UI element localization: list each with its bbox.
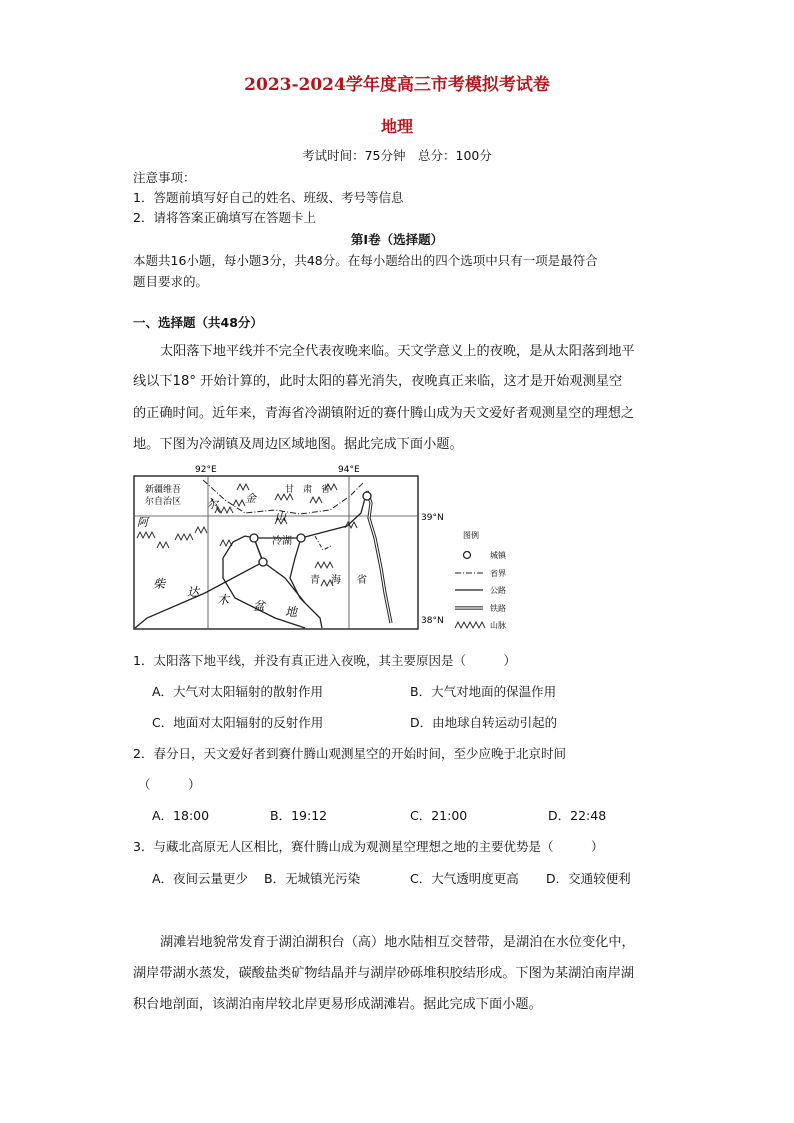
option: C．地面对太阳辐射的反射作用 bbox=[152, 715, 324, 730]
passage-line: 线以下18° 开始计算的，此时太阳的暮光消失，夜晚真正来临，这才是开始观测星空 bbox=[133, 374, 623, 389]
section-desc: 题目要求的。 bbox=[133, 274, 209, 289]
subject-title: 地理 bbox=[380, 117, 413, 136]
passage-line: 积台地剖面，该湖泊南岸较北岸更易形成湖滩岩。据此完成下面小题。 bbox=[133, 997, 542, 1012]
section-desc: 本题共16小题，每小题3分，共48分。在每小题给出的四个选项中只有一项是最符合 bbox=[133, 253, 598, 268]
lat-label: 39°N bbox=[421, 513, 444, 523]
legend-mountain-symbol bbox=[455, 622, 485, 628]
basin-name: 地 bbox=[285, 605, 298, 619]
legend-item: 铁路 bbox=[490, 604, 506, 613]
question-stem: 2．春分日，天文爱好者到赛什腾山观测星空的开始时间，至少应晚于北京时间 bbox=[133, 746, 566, 761]
town-marker-lenghu bbox=[297, 534, 305, 542]
passage-line: 湖岸带湖水蒸发，碳酸盐类矿物结晶并与湖岸砂砾堆积胶结形成。下图为某湖泊南岸湖 bbox=[133, 966, 635, 981]
option: D．交通较便利 bbox=[546, 871, 631, 886]
legend-item: 城镇 bbox=[490, 551, 506, 560]
region-label: 海 bbox=[331, 575, 341, 586]
legend-title: 图例 bbox=[463, 531, 479, 540]
town-marker bbox=[259, 558, 267, 566]
option: A．大气对太阳辐射的散射作用 bbox=[152, 684, 324, 699]
region-label: 省 bbox=[357, 575, 367, 586]
option: A．18:00 bbox=[152, 808, 210, 823]
region-label: 尔自治区 bbox=[145, 497, 182, 507]
basin-name: 盆 bbox=[253, 599, 266, 613]
town-marker bbox=[363, 492, 371, 500]
passage-line: 地。下图为冷湖镇及周边区域地图。据此完成下面小题。 bbox=[133, 437, 463, 452]
option: D．由地球自转运动引起的 bbox=[410, 715, 558, 730]
legend-town-symbol bbox=[464, 552, 471, 559]
notice-heading: 注意事项： bbox=[133, 170, 196, 185]
region-label: 甘 肃 省 bbox=[285, 485, 331, 495]
passage-line: 湖滩岩地貌常发育于湖泊湖积台（高）地水陆相互交替带，是湖泊在水位变化中， bbox=[160, 935, 635, 950]
lon-label: 94°E bbox=[338, 465, 360, 475]
mountain-name: 尔 bbox=[207, 498, 218, 511]
section-heading: 第Ⅰ卷（选择题） bbox=[350, 232, 444, 247]
region-label: 新疆维吾 bbox=[145, 485, 182, 495]
town-label-lenghu: 冷湖 bbox=[272, 536, 292, 547]
town-marker bbox=[250, 534, 258, 542]
region-map bbox=[125, 458, 535, 638]
passage-line: 太阳落下地平线并不完全代表夜晚来临。天文学意义上的夜晚，是从太阳落到地平 bbox=[160, 344, 635, 359]
basin-name: 达 bbox=[187, 585, 200, 599]
lat-label: 38°N bbox=[421, 616, 444, 626]
question-stem: 3．与藏北高原无人区相比，赛什腾山成为观测星空理想之地的主要优势是（ ） bbox=[133, 839, 604, 854]
option: B．大气对地面的保温作用 bbox=[410, 684, 557, 699]
basin-name: 柴 bbox=[153, 577, 166, 591]
mountain-name: 山 bbox=[275, 510, 286, 523]
basin-name: 木 bbox=[217, 593, 230, 607]
legend-item: 公路 bbox=[490, 586, 506, 595]
notice-item: 1．答题前填写好自己的姓名、班级、考号等信息 bbox=[133, 190, 404, 205]
passage-line: 的正确时间。近年来，青海省冷湖镇附近的赛什腾山成为天文爱好者观测星空的理想之 bbox=[133, 406, 635, 421]
legend-item: 山脉 bbox=[490, 621, 506, 630]
notice-item: 2．请将答案正确填写在答题卡上 bbox=[133, 210, 316, 225]
region-label: 青 bbox=[310, 575, 320, 586]
legend-item: 省界 bbox=[490, 569, 506, 578]
question-stem-cont: （ ） bbox=[138, 777, 201, 792]
option: A．夜间云量更少 bbox=[152, 871, 249, 886]
option: C．21:00 bbox=[410, 808, 468, 823]
lon-label: 92°E bbox=[195, 465, 217, 475]
option: D．22:48 bbox=[548, 808, 607, 823]
mountain-name: 阿 bbox=[137, 516, 148, 529]
mountain-name: 金 bbox=[245, 492, 256, 505]
option: B．无城镇光污染 bbox=[264, 871, 361, 886]
question-stem: 1．太阳落下地平线，并没有真正进入夜晚，其主要原因是（ ） bbox=[133, 653, 516, 668]
map-legend bbox=[455, 530, 507, 630]
option: C．大气透明度更高 bbox=[410, 871, 519, 886]
part-heading: 一、选择题（共48分） bbox=[133, 315, 263, 330]
exam-title: 2023-2024学年度高三市考模拟考试卷 bbox=[244, 75, 550, 95]
option: B．19:12 bbox=[270, 808, 328, 823]
road bbox=[301, 491, 367, 538]
exam-info: 考试时间：75分钟 总分：100分 bbox=[302, 148, 492, 163]
